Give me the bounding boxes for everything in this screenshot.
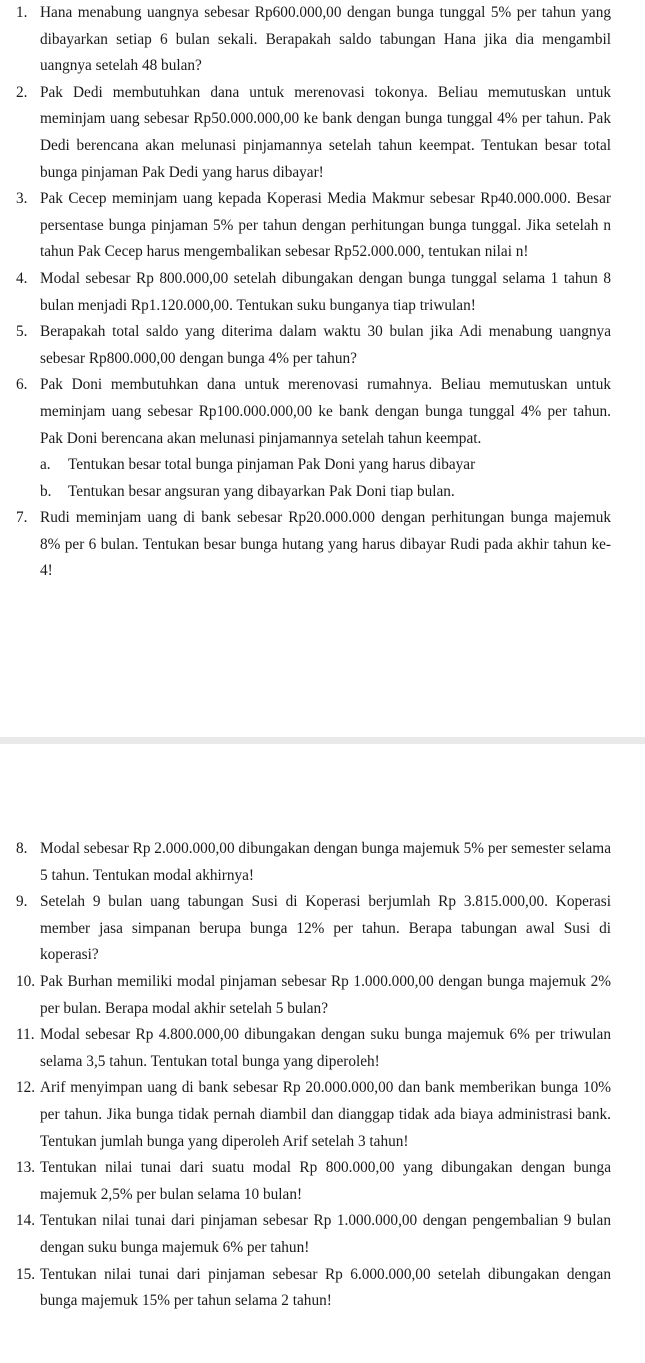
page-separator <box>0 737 645 744</box>
sub-question-letter: b. <box>40 482 52 500</box>
question-text: Pak Cecep meminjam uang kepada Koperasi Media Makmur sebesar Rp40.000.000. Besar persentase bunga pinjaman 5% per tahun dengan perhitungan bunga tunggal. Jika setelah n tahun Pak Cecep harus mengembalikan sebesar Rp52.000.000, tentukan nilai n! <box>40 190 611 261</box>
question-number: 4. <box>16 269 28 287</box>
question-text: Modal sebesar Rp 4.800.000,00 dibungakan dengan suku bunga majemuk 6% per triwulan selama 3,5 tahun. Tentukan total bunga yang diperoleh! <box>40 1026 611 1070</box>
question-item <box>0 319 645 372</box>
question-list-top <box>0 0 645 585</box>
question-number: 5. <box>16 323 28 341</box>
question-item <box>0 1022 645 1075</box>
question-item <box>0 266 645 319</box>
question-text: Pak Dedi membutuhkan dana untuk merenovasi tokonya. Beliau memutuskan untuk meminjam uang sebesar Rp50.000.000,00 ke bank dengan bunga tunggal 4% per tahun. Pak Dedi berencana akan melunasi pinjamannya setelah tahun keempat. Tentukan besar total bunga pinjaman Pak Dedi yang harus dibayar! <box>40 83 611 181</box>
question-item <box>0 1075 645 1155</box>
sub-question-item <box>40 452 611 479</box>
question-text: Tentukan nilai tunai dari pinjaman sebesar Rp 1.000.000,00 dengan pengembalian 9 bulan dengan suku bunga majemuk 6% per tahun! <box>40 1212 611 1256</box>
sub-question-text: Tentukan besar angsuran yang dibayarkan Pak Doni tiap bulan. <box>68 482 455 500</box>
sub-question-letter: a. <box>40 456 51 474</box>
question-item <box>0 80 645 186</box>
question-number: 15. <box>16 1265 36 1283</box>
sub-question-text: Tentukan besar total bunga pinjaman Pak Doni yang harus dibayar <box>68 456 476 474</box>
question-number: 10. <box>16 972 36 990</box>
question-text: Hana menabung uangnya sebesar Rp600.000,00 dengan bunga tunggal 5% per tahun yang dibayarkan setiap 6 bulan sekali. Berapakah saldo tabungan Hana jika dia mengambil uangnya setelah 48 bulan? <box>40 4 611 75</box>
question-text: Rudi meminjam uang di bank sebesar Rp20.000.000 dengan perhitungan bunga majemuk 8% per 6 bulan. Tentukan besar bunga hutang yang harus dibayar Rudi pada akhir tahun ke-4! <box>40 509 611 580</box>
question-text: Arif menyimpan uang di bank sebesar Rp 20.000.000,00 dan bank memberikan bunga 10% per tahun. Jika bunga tidak pernah diambil dan dianggap tidak ada biaya administrasi bank. Tentukan jumlah bunga yang diperoleh Arif setelah 3 tahun! <box>40 1079 611 1150</box>
question-number: 12. <box>16 1079 36 1097</box>
question-item <box>0 1208 645 1261</box>
question-item <box>0 1262 645 1315</box>
sub-question-list <box>40 452 611 505</box>
question-item <box>0 969 645 1022</box>
worksheet-page-bottom <box>0 744 645 1363</box>
question-item <box>0 836 645 889</box>
question-number: 6. <box>16 376 28 394</box>
question-number: 1. <box>16 4 28 21</box>
question-text: Setelah 9 bulan uang tabungan Susi di Koperasi berjumlah Rp 3.815.000,00. Koperasi member jasa simpanan berupa bunga 12% per tahun. Berapa tabungan awal Susi di koperasi? <box>40 893 611 964</box>
question-text: Tentukan nilai tunai dari suatu modal Rp 800.000,00 yang dibungakan dengan bunga majemuk 2,5% per bulan selama 10 bulan! <box>40 1159 611 1203</box>
question-number: 14. <box>16 1212 36 1230</box>
question-text: Pak Doni membutuhkan dana untuk merenovasi rumahnya. Beliau memutuskan untuk meminjam uang sebesar Rp100.000.000,00 ke bank dengan bunga tunggal 4% per tahun. Pak Doni berencana akan melunasi pinjamannya setelah tahun keempat. <box>40 376 611 447</box>
question-item <box>0 186 645 266</box>
question-text: Pak Burhan memiliki modal pinjaman sebesar Rp 1.000.000,00 dengan bunga majemuk 2% per bulan. Berapa modal akhir setelah 5 bulan? <box>40 972 611 1017</box>
question-item <box>0 1155 645 1208</box>
sub-question-item <box>40 479 611 506</box>
question-item <box>0 889 645 969</box>
question-number: 13. <box>16 1159 36 1177</box>
question-number: 8. <box>16 840 28 857</box>
question-number: 9. <box>16 893 28 911</box>
question-text: Tentukan nilai tunai dari pinjaman sebesar Rp 6.000.000,00 setelah dibungakan dengan bunga majemuk 15% per tahun selama 2 tahun! <box>40 1265 611 1310</box>
question-number: 3. <box>16 190 28 208</box>
question-text: Berapakah total saldo yang diterima dalam waktu 30 bulan jika Adi menabung uangnya sebesar Rp800.000,00 dengan bunga 4% per tahun? <box>40 323 611 367</box>
question-item <box>0 372 645 505</box>
question-number: 11. <box>16 1026 35 1044</box>
question-number: 2. <box>16 83 28 101</box>
question-text: Modal sebesar Rp 2.000.000,00 dibungakan dengan bunga majemuk 5% per semester selama 5 tahun. Tentukan modal akhirnya! <box>40 840 611 884</box>
question-list-bottom <box>0 744 645 1315</box>
question-number: 7. <box>16 509 28 527</box>
question-item <box>0 505 645 585</box>
question-item <box>0 0 645 80</box>
question-text: Modal sebesar Rp 800.000,00 setelah dibungakan dengan bunga tunggal selama 1 tahun 8 bulan menjadi Rp1.120.000,00. Tentukan suku bunganya tiap triwulan! <box>40 269 611 314</box>
